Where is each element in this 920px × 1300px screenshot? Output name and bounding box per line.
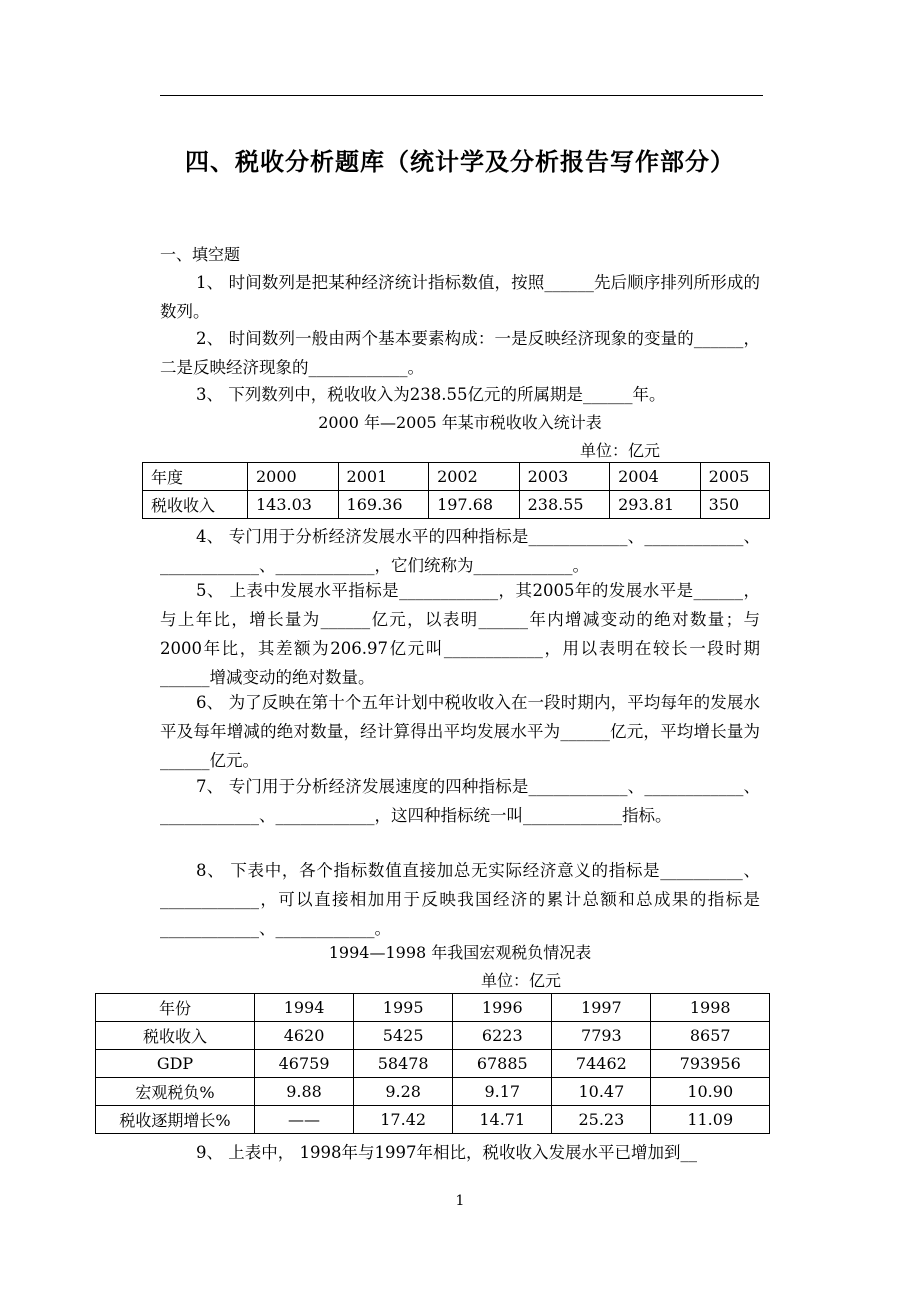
- table-row: [143, 463, 770, 491]
- tax-revenue-table: [142, 462, 770, 519]
- table-cell: 6223: [453, 1022, 552, 1050]
- table1-unit: 单位：亿元: [580, 441, 661, 460]
- table-cell: 1997: [552, 994, 651, 1022]
- table-cell: 5425: [354, 1022, 453, 1050]
- table-cell: 年份: [96, 994, 255, 1022]
- table-cell: 2001: [338, 463, 429, 491]
- question-6: 6、 为了反映在第十个五年计划中税收收入在一段时期内，平均每年的发展水平及每年增减的绝对数量，经计算得出平均发展水平为______亿元，平均增长量为______亿元。: [160, 693, 760, 770]
- macro-tax-burden-table: [95, 993, 770, 1134]
- table-row: [96, 994, 770, 1022]
- table-cell: 2000: [248, 463, 339, 491]
- table-cell: 10.47: [552, 1078, 651, 1106]
- table-cell: 58478: [354, 1050, 453, 1078]
- table-row: [96, 1078, 770, 1106]
- question-1: 1、 时间数列是把某种经济统计指标数值，按照______先后顺序排列所形成的数列。: [160, 273, 760, 321]
- table-cell: 10.90: [651, 1078, 770, 1106]
- table-cell: 税收收入: [143, 491, 248, 519]
- table-cell: 1996: [453, 994, 552, 1022]
- table-row: [96, 1050, 770, 1078]
- table-cell: 8657: [651, 1022, 770, 1050]
- table-cell: 293.81: [610, 491, 701, 519]
- table-cell: ——: [255, 1106, 354, 1134]
- section-heading: 一、填空题: [160, 245, 241, 264]
- table-cell: 税收逐期增长%: [96, 1106, 255, 1134]
- table-cell: 17.42: [354, 1106, 453, 1134]
- table-cell: 2004: [610, 463, 701, 491]
- table-cell: 793956: [651, 1050, 770, 1078]
- table-cell: 宏观税负%: [96, 1078, 255, 1106]
- table-cell: 67885: [453, 1050, 552, 1078]
- table-cell: 74462: [552, 1050, 651, 1078]
- question-8: 8、 下表中，各个指标数值直接加总无实际经济意义的指标是__________、____________，可以直接相加用于反映我国经济的累计总额和总成果的指标是____________、____________。: [160, 861, 760, 938]
- table-row: [143, 491, 770, 519]
- table2-caption: 1994—1998 年我国宏观税负情况表: [328, 943, 592, 962]
- question-7: 7、 专门用于分析经济发展速度的四种指标是____________、____________、____________、____________，这四种指标统一叫____________指标。: [160, 777, 760, 825]
- question-9: 9、 上表中， 1998年与1997年相比，税收收入发展水平已增加到__: [196, 1143, 697, 1162]
- page-title: 四、税收分析题库（统计学及分析报告写作部分）: [185, 148, 735, 176]
- table-cell: 350: [700, 491, 769, 519]
- table-cell: 1995: [354, 994, 453, 1022]
- table-cell: 14.71: [453, 1106, 552, 1134]
- table-cell: 7793: [552, 1022, 651, 1050]
- table-cell: 2003: [519, 463, 610, 491]
- table-cell: 税收收入: [96, 1022, 255, 1050]
- table-cell: 1998: [651, 994, 770, 1022]
- question-5: 5、 上表中发展水平指标是____________，其2005年的发展水平是______，与上年比，增长量为______亿元，以表明______年内增减变动的绝对数量；与2000年比，其差额为206.97亿元叫____________，用以表明在较长一段时期______增减变动的绝对数量。: [160, 581, 760, 687]
- page-number: 1: [455, 1193, 465, 1209]
- table-cell: 169.36: [338, 491, 429, 519]
- table-cell: 9.88: [255, 1078, 354, 1106]
- table-row: [96, 1106, 770, 1134]
- table-cell: 9.28: [354, 1078, 453, 1106]
- table-cell: 25.23: [552, 1106, 651, 1134]
- question-3: 3、 下列数列中，税收收入为238.55亿元的所属期是______年。: [196, 385, 666, 404]
- table-cell: 46759: [255, 1050, 354, 1078]
- table-cell: 2002: [429, 463, 520, 491]
- question-2: 2、 时间数列一般由两个基本要素构成：一是反映经济现象的变量的______，二是反映经济现象的____________。: [160, 329, 760, 377]
- table-cell: 197.68: [429, 491, 520, 519]
- table-cell: GDP: [96, 1050, 255, 1078]
- header-rule: [160, 95, 763, 96]
- table1-caption: 2000 年—2005 年某市税收收入统计表: [318, 413, 602, 432]
- table-cell: 年度: [143, 463, 248, 491]
- table-cell: 2005: [700, 463, 769, 491]
- table-cell: 11.09: [651, 1106, 770, 1134]
- table-cell: 143.03: [248, 491, 339, 519]
- table-cell: 9.17: [453, 1078, 552, 1106]
- table-row: [96, 1022, 770, 1050]
- table-cell: 238.55: [519, 491, 610, 519]
- table2-unit: 单位：亿元: [481, 971, 562, 990]
- table-cell: 1994: [255, 994, 354, 1022]
- table-cell: 4620: [255, 1022, 354, 1050]
- question-4: 4、 专门用于分析经济发展水平的四种指标是____________、____________、____________、____________，它们统称为____________。: [160, 527, 760, 575]
